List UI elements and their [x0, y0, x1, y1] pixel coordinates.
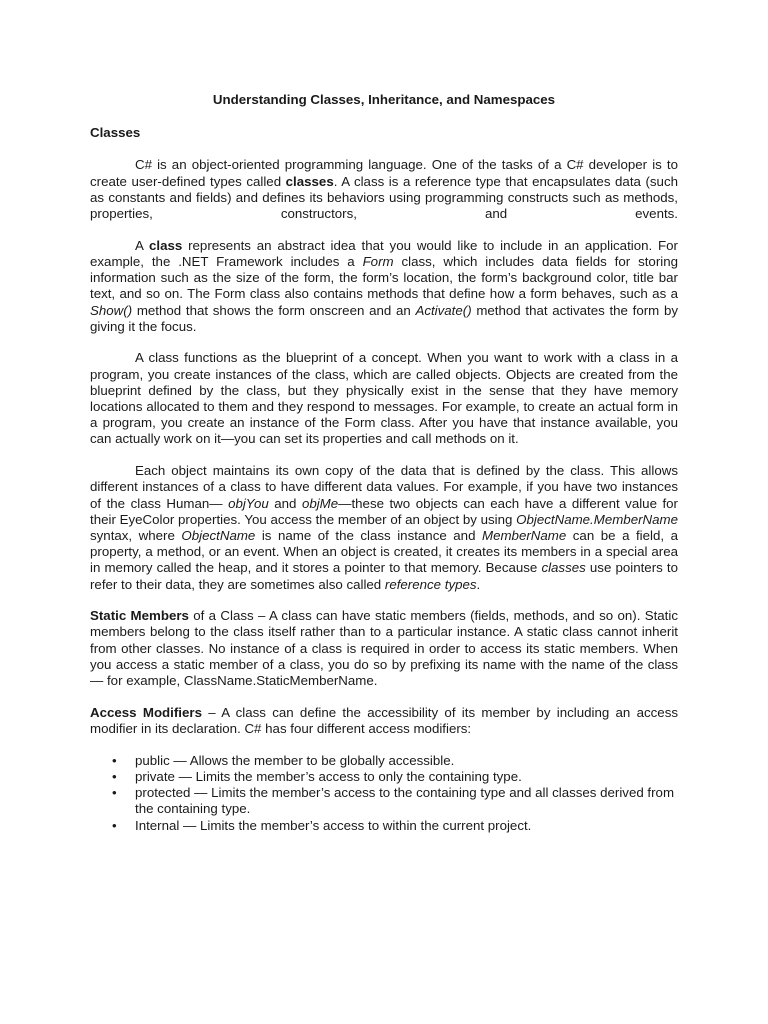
list-item: • private — Limits the member’s access to only the containing type.: [112, 768, 522, 784]
bullet-icon: •: [112, 752, 117, 768]
term-static-members: Static Members: [90, 608, 189, 624]
term-form: Form: [362, 253, 394, 269]
paragraph-access-modifiers: Access Modifiers – A class can define the accessibility of its member by including an access modifier in its declaration. C# has four different access modifiers:: [90, 704, 678, 736]
bullet-icon: •: [112, 785, 117, 801]
bullet-icon: •: [112, 768, 117, 784]
bullet-icon: •: [112, 817, 117, 833]
term-show: Show(): [90, 302, 133, 318]
paragraph-object-data: Each object maintains its own copy of the data that is defined by the class. This allows different instances of a class to have different data values. For example, if you have two instances of the class Human— objYou and objMe—these two objects can each have a different value for their EyeColor properties. You access the member of an object by using ObjectName.MemberName syntax, where ObjectName is name of the class instance and MemberName can be a field, a property, a method, or an event. When an object is created, it creates its members in a special area in memory called the heap, and it stores a pointer to that memory. Because classes use pointers to refer to their data, they are sometimes also called reference types.: [90, 463, 679, 592]
term-activate: Activate(): [415, 302, 472, 318]
document-title: Understanding Classes, Inheritance, and Namespaces: [212, 92, 556, 107]
list-item: • protected — Limits the member’s access to the containing type and all classes derived from the containing type.: [112, 785, 675, 817]
access-modifier-list: [90, 753, 678, 834]
paragraph-intro: C# is an object-oriented programming language. One of the tasks of a C# developer is to create user-defined types called classes. A class is a reference type that encapsulates data (such as constants and fields) and defines its behaviors using programming constructs such as methods, properties, constructors, and events.: [90, 157, 678, 222]
term-access-modifiers: Access Modifiers: [90, 704, 202, 720]
list-item: • Internal — Limits the member’s access to within the current project.: [112, 817, 532, 833]
document-page: [90, 92, 678, 834]
paragraph-class-idea: A class represents an abstract idea that you would like to include in an application. For example, the .NET Framework includes a Form class, which includes data fields for storing information such as the size of the form, the form’s location, the form’s background color, title bar text, and so on. The Form class also contains methods that define how a form behaves, such as a Show() method that shows the form onscreen and an Activate() method that activates the form by giving it the focus.: [90, 237, 679, 334]
paragraph-static-members: Static Members of a Class – A class can have static members (fields, methods, and so on). Static members belong to the class itself rather than to a particular instance. A static class cannot inherit from other classes. No instance of a class is required in order to access its static members. When you access a static member of a class, you do so by prefixing its name with the name of the class — for example, ClassName.StaticMemberName.: [90, 608, 678, 689]
list-item: • public — Allows the member to be globally accessible.: [112, 752, 455, 768]
term-class: class: [148, 237, 183, 253]
paragraph-blueprint: A class functions as the blueprint of a concept. When you want to work with a class in a program, you create instances of the class, which are called objects. Objects are created from the blueprint defined by the class, but they physically exist in the sense that they have memory locations allocated to them and they respond to messages. For example, to create an actual form in a program, you create an instance of the Form class. After you have that instance available, you can actually work on it—you can set its properties and call methods on it.: [90, 350, 678, 447]
term-classes: classes: [285, 173, 334, 189]
section-heading-classes: Classes: [90, 125, 141, 141]
